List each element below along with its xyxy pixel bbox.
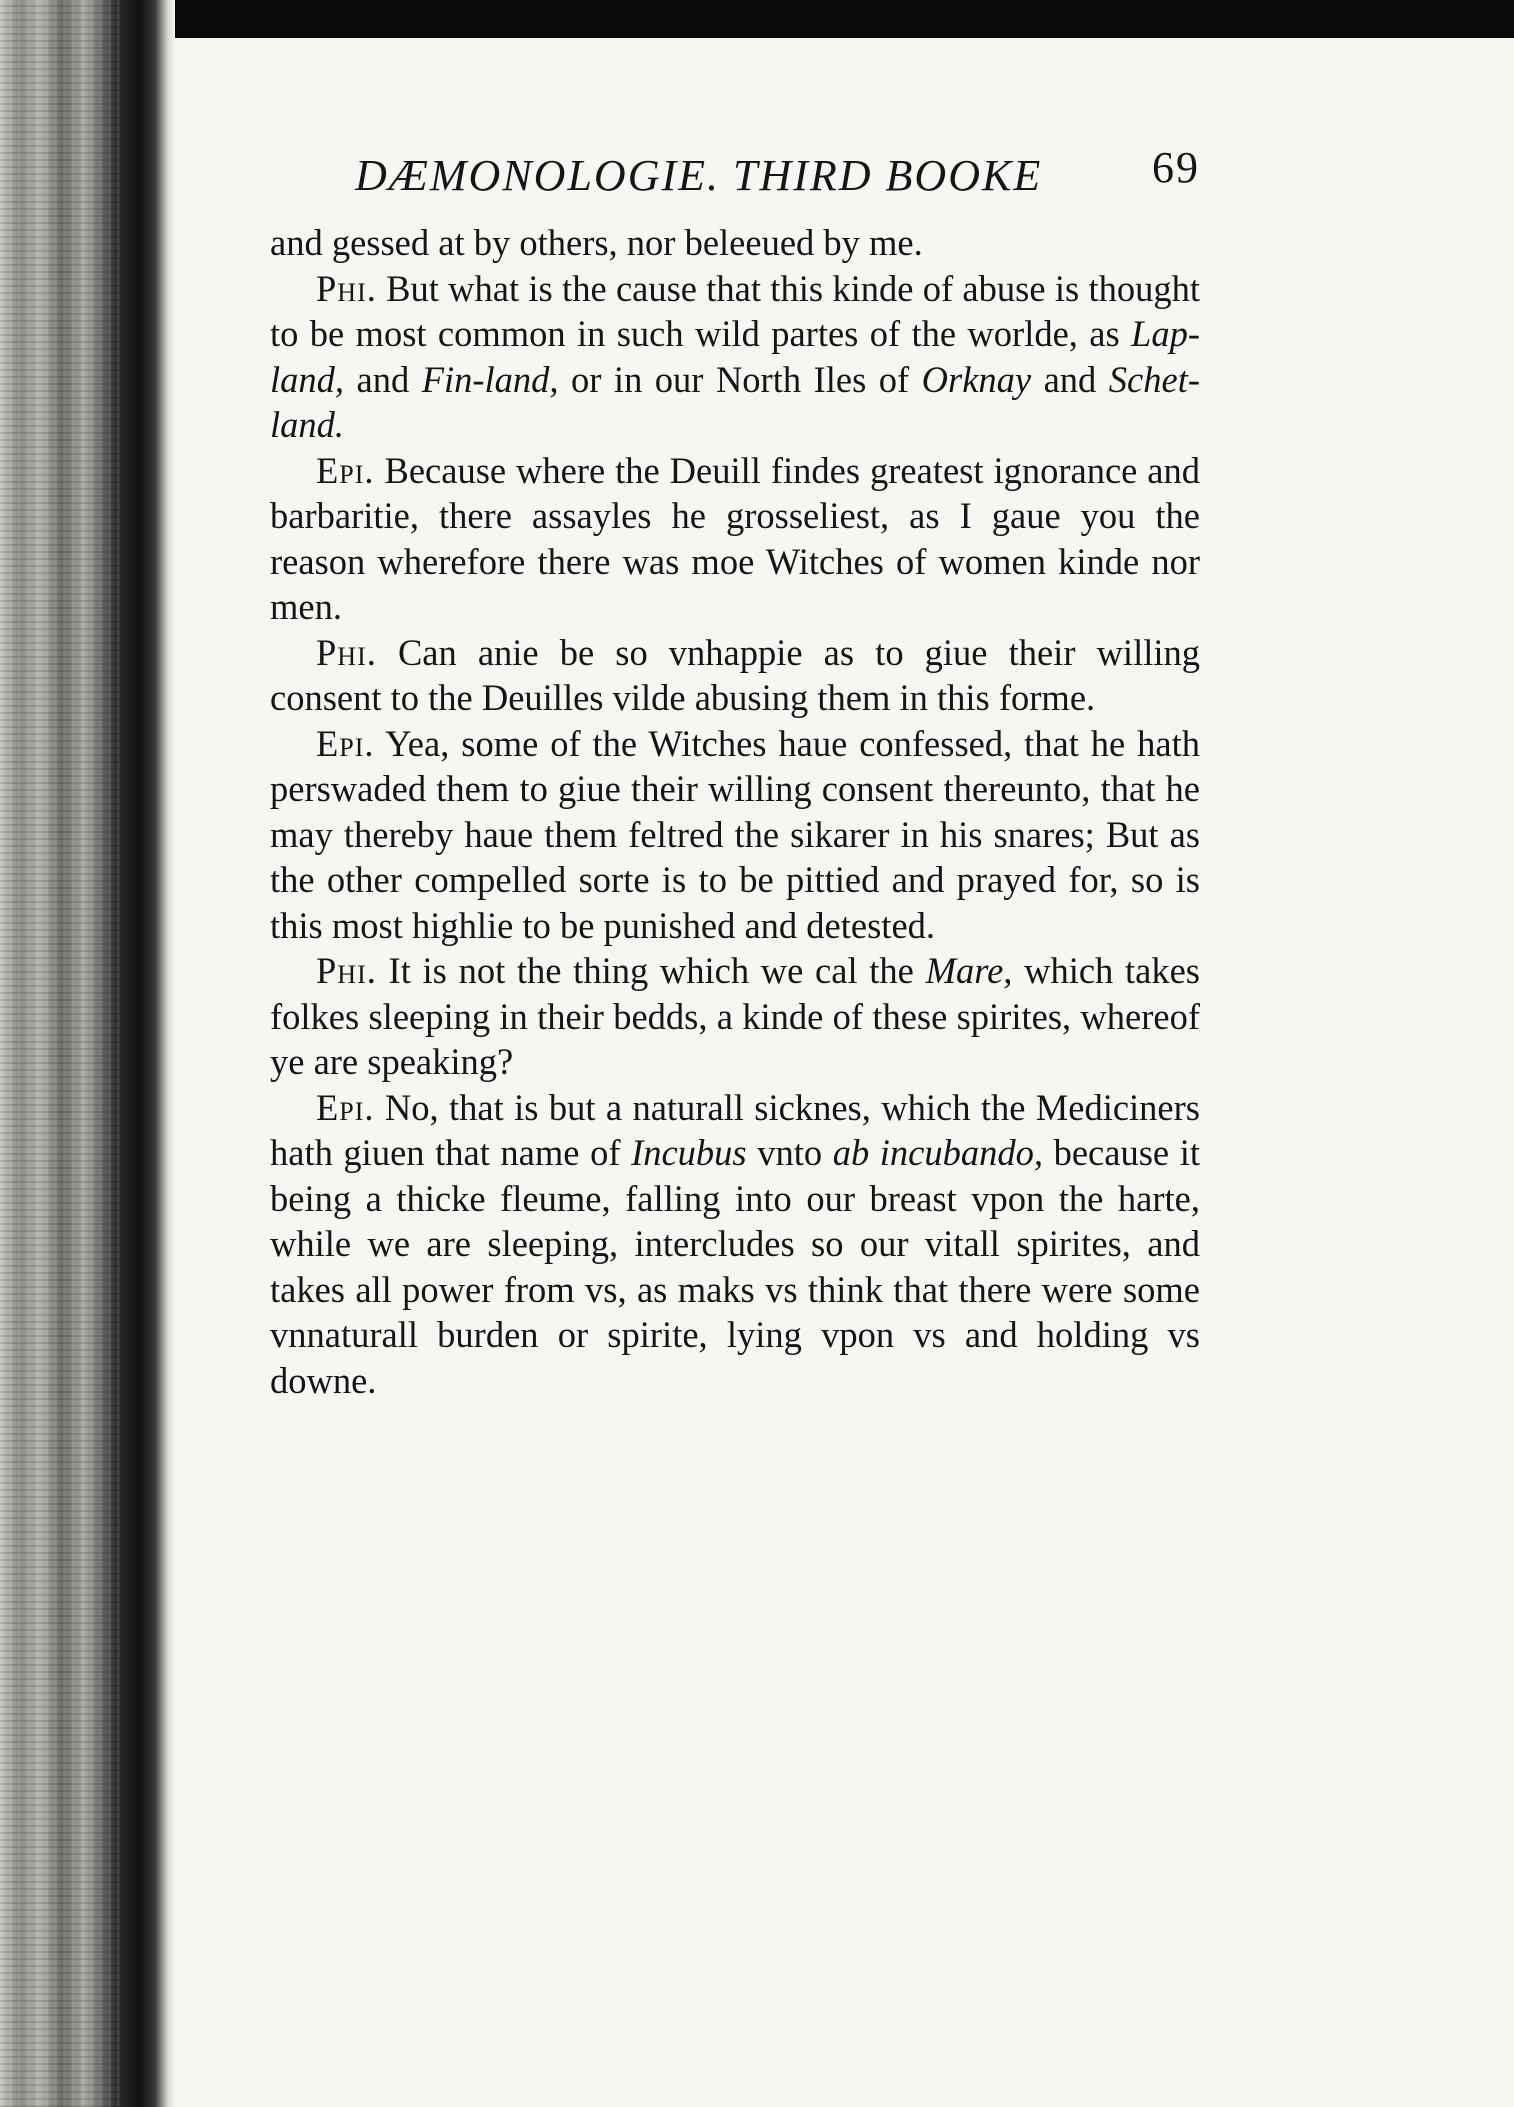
speaker-label: Epi. — [316, 1086, 375, 1128]
speaker-label: Phi. — [316, 631, 377, 673]
place-name: Schet-land. — [270, 358, 1200, 445]
paragraph-5: Phi. It is not the thing which we cal the Mare, which takes folkes sleeping in their bedds, a kinde of these spirites, whereof ye are speaking? — [270, 950, 1200, 1082]
gutter-texture — [0, 0, 120, 2107]
running-title: DÆMONOLOGIE. THIRD BOOKE — [355, 151, 1043, 200]
paragraph-0: and gessed at by others, nor beleeued by me. — [270, 222, 923, 263]
paragraph-2: Epi. Because where the Deuill findes greatest ignorance and barbaritie, there assayles he grosseliest, as I gaue you the reason wherefore there was moe Witches of women kinde nor men. — [270, 449, 1200, 627]
paragraph-1: Phi. But what is the cause that this kinde of abuse is thought to be most common in such wild partes of the worlde, as Lap-land, and Fin-land, or in our North Iles of Orknay and Schet-land. — [270, 267, 1200, 445]
term-incubus: Incubus — [631, 1132, 747, 1173]
paragraph-6: Epi. No, that is but a naturall sicknes, which the Mediciners hath giuen that name of Incubus vnto ab incubando, because it being a thicke fleume, falling into our breast vpon the harte, while we are sleeping, intercludes so our vitall spirites, and takes all power from vs, as maks vs think that there were some vnnaturall burden or spirite, lying vpon vs and holding vs downe. — [270, 1086, 1200, 1401]
page-number: 69 — [1152, 143, 1200, 192]
body-text — [270, 220, 1200, 1403]
speaker-label: Phi. — [316, 267, 377, 309]
book-page — [270, 143, 1200, 1403]
speaker-label: Epi. — [316, 449, 375, 491]
scan-top-border — [0, 0, 1514, 38]
speaker-label: Epi. — [316, 722, 375, 764]
speaker-label: Phi. — [316, 950, 377, 991]
paragraph-4: Epi. Yea, some of the Witches haue confessed, that he hath perswaded them to giue their willing consent thereunto, that he may thereby haue them feltred the sikarer in his snares; But as the other compelled sorte is to be pittied and prayed for, so is this most highlie to be punished and detested. — [270, 722, 1200, 946]
term-ab-incubando: ab incubando, — [832, 1132, 1044, 1173]
place-name: Fin-land, — [421, 358, 559, 400]
paragraph-3: Phi. Can anie be so vnhappie as to giue their willing consent to the Deuilles vilde abusing them in this forme. — [270, 631, 1200, 718]
place-name: Lap-land, — [270, 313, 1200, 400]
place-name: Orknay — [921, 358, 1032, 400]
running-header — [270, 143, 1200, 220]
term-mare: Mare, — [925, 950, 1013, 991]
